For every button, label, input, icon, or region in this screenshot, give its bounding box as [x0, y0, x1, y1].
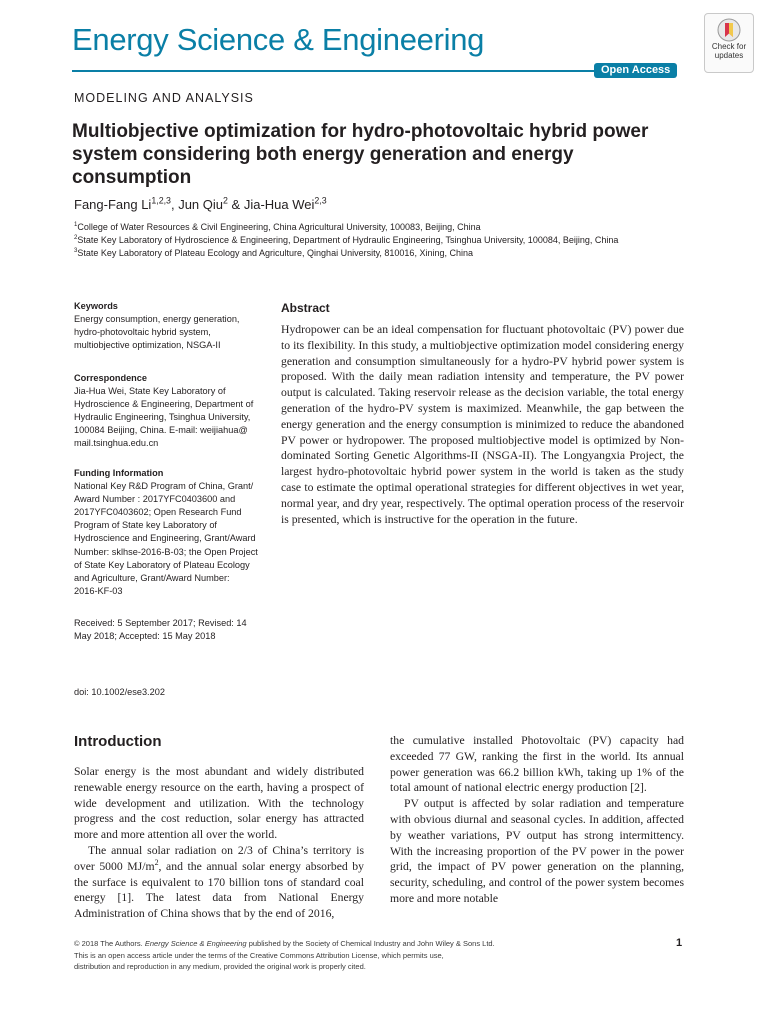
correspondence-email-line[interactable]: 100084 Beijing, China. E-mail: weijiahua@	[74, 425, 248, 436]
author-separator: &	[227, 197, 244, 212]
page-number: 1	[676, 937, 683, 949]
footer-text: © 2018 The Authors.	[74, 939, 143, 948]
funding-line: of State Key Laboratory of Plateau Ecology	[74, 559, 250, 570]
affiliation-number: 3	[74, 247, 78, 254]
correspondence-line: Jia-Hua Wei, State Key Laboratory of	[74, 386, 226, 397]
received-dates	[74, 617, 264, 643]
author-name[interactable]: Fang-Fang Li	[74, 197, 152, 212]
introduction-heading: Introduction	[74, 733, 162, 750]
funding-line: Award Number : 2017YFC0403600 and	[74, 494, 236, 505]
paragraph-text: , and the annual solar energy absorbed by the surface is equivalent to 170 billion tons of standard coal energy [1]. The latest data from National Energy Administration of China shows that by the end of 2016,	[74, 859, 364, 921]
author-affiliation-marker: 1,2,3	[151, 195, 171, 206]
paragraph: PV output is affected by solar radiation and temperature with obvious diurnal and seasonal cycles. In addition, affected by weather variations, PV output has strong intermittency. With the increasing proportion of the PV power in the power grid, the impact of PV power generation on the planning, security, scheduling, and control of the power system becomes more and more notable	[390, 797, 684, 905]
paper-title: Multiobjective optimization for hydro-photovoltaic hybrid power system considering both energy generation and energy consumption	[72, 121, 649, 188]
affiliation	[74, 248, 473, 258]
author-affiliation-marker: 2	[223, 195, 228, 206]
affiliation-text: College of Water Resources & Civil Engineering, China Agricultural University, 100083, Beijing, China	[77, 222, 481, 232]
correspondence-heading: Correspondence	[74, 373, 148, 383]
funding-line: National Key R&D Program of China, Grant/	[74, 481, 254, 492]
footer-text: published by the Society of Chemical Industry and John Wiley & Sons Ltd.	[248, 939, 495, 948]
funding-block	[74, 467, 264, 598]
paragraph-text: The annual solar radiation on 2/3 of China’s territory is over 5000 MJ/m	[74, 843, 364, 873]
funding-line: Program of State key Laboratory of	[74, 520, 217, 531]
paragraph: Solar energy is the most abundant and widely distributed renewable energy resource on the earth, having a prospect of wide development and utilization. With the technology progress and the cost reduction, solar energy has attracted more and more attention all over the world.	[74, 765, 364, 842]
superscript: 2	[154, 857, 159, 867]
author-name[interactable]: Jia-Hua Wei	[243, 197, 315, 212]
keywords-line: Energy consumption, energy generation,	[74, 314, 240, 325]
author-name[interactable]: Jun Qiu	[178, 197, 224, 212]
author-list	[74, 197, 327, 212]
author-separator: ,	[170, 197, 179, 212]
copyright-footer	[74, 938, 574, 973]
correspondence-line: Hydraulic Engineering, Tsinghua University,	[74, 412, 251, 423]
funding-line: 2017YFC0403602; Open Research Fund	[74, 507, 242, 518]
funding-line: and Agriculture, Grant/Award Number:	[74, 572, 230, 583]
correspondence-email-line[interactable]: mail.tsinghua.edu.cn	[74, 438, 159, 449]
received-line: Received: 5 September 2017; Revised: 14	[74, 618, 247, 628]
open-access-badge: Open Access	[594, 63, 677, 78]
section-label: MODELING AND ANALYSIS	[74, 91, 254, 105]
paragraph	[74, 843, 364, 922]
funding-line: 2016-KF-03	[74, 585, 123, 596]
correspondence-line: Hydroscience & Engineering, Department of	[74, 399, 254, 410]
footer-line: distribution and reproduction in any medium, provided the original work is properly cited.	[74, 962, 366, 971]
keywords-line: hydro-photovoltaic hybrid system,	[74, 327, 211, 338]
funding-line: Hydroscience and Engineering, Grant/Award	[74, 533, 256, 544]
doi-link[interactable]: doi: 10.1002/ese3.202	[74, 687, 165, 697]
body-column-right	[390, 733, 684, 907]
affiliation-text: State Key Laboratory of Plateau Ecology and Agriculture, Qinghai University, 810016, Xining, China	[77, 248, 473, 258]
paragraph: the cumulative installed Photovoltaic (PV) capacity had exceeded 77 GW, ranking the first in the world. Its annual power generation was 66.2 billion kWh, taking up 1% of the total amount of national electric energy production [2].	[390, 734, 684, 795]
correspondence-block	[74, 372, 264, 451]
funding-line: Number: sklhse-2016-B-03; the Open Project	[74, 546, 258, 557]
footer-line: This is an open access article under the terms of the Creative Commons Attribution License, which permits use,	[74, 950, 444, 960]
bookmark-icon	[717, 18, 741, 42]
affiliation	[74, 222, 481, 232]
keywords-line: multiobjective optimization, NSGA-II	[74, 340, 221, 351]
check-for-updates-label-2: updates	[714, 51, 744, 60]
footer-journal-name: Energy Science & Engineering	[144, 939, 247, 948]
funding-heading: Funding Information	[74, 468, 164, 478]
affiliation	[74, 235, 618, 245]
keywords-heading: Keywords	[74, 301, 118, 311]
body-column-left	[74, 764, 364, 922]
abstract-heading: Abstract	[281, 301, 330, 315]
journal-title: Energy Science & Engineering	[72, 22, 485, 57]
author-affiliation-marker: 2,3	[314, 195, 327, 206]
check-for-updates-label: Check for	[711, 42, 747, 51]
affiliation-number: 2	[74, 234, 78, 241]
footer-line	[74, 938, 574, 950]
check-for-updates-button[interactable]	[704, 13, 754, 73]
abstract-text: Hydropower can be an ideal compensation for fluctuant photovoltaic (PV) power due to its flexibility. In this study, a multiobjective optimization model considering energy generation and consumption simultaneously for a hydro-PV hybrid power system is proposed. With the daily mean radiation intensity and temperature, the PV power output is calculated. Taking reservoir release as the decision variable, the total energy generation of the hydro-PV system is maximized. Meanwhile, the gap between the energy generation and the energy consumption is minimized to reduce the abandoned PV power or hydropower. The proposed multiobjective model is optimized by Non-dominated Sorting Genetic Algorithms-II (NSGA-II). The Longyangxia Project, the largest hydro-photovoltaic hybrid power system in the world is taken as the study case to estimate the optimal operational strategies for different objectives in wet year, normal year, and dry year, respectively. The optimal operation process of the reservoir is presented, which is instructive for the operation in the future.	[281, 323, 684, 526]
affiliation-text: State Key Laboratory of Hydroscience & Engineering, Department of Hydraulic Engineering, Tsinghua University, 100084, Beijing, China	[77, 235, 619, 245]
affiliation-number: 1	[74, 221, 78, 228]
header-divider	[72, 70, 602, 72]
keywords-block	[74, 300, 264, 352]
received-line: May 2018; Accepted: 15 May 2018	[74, 631, 216, 642]
